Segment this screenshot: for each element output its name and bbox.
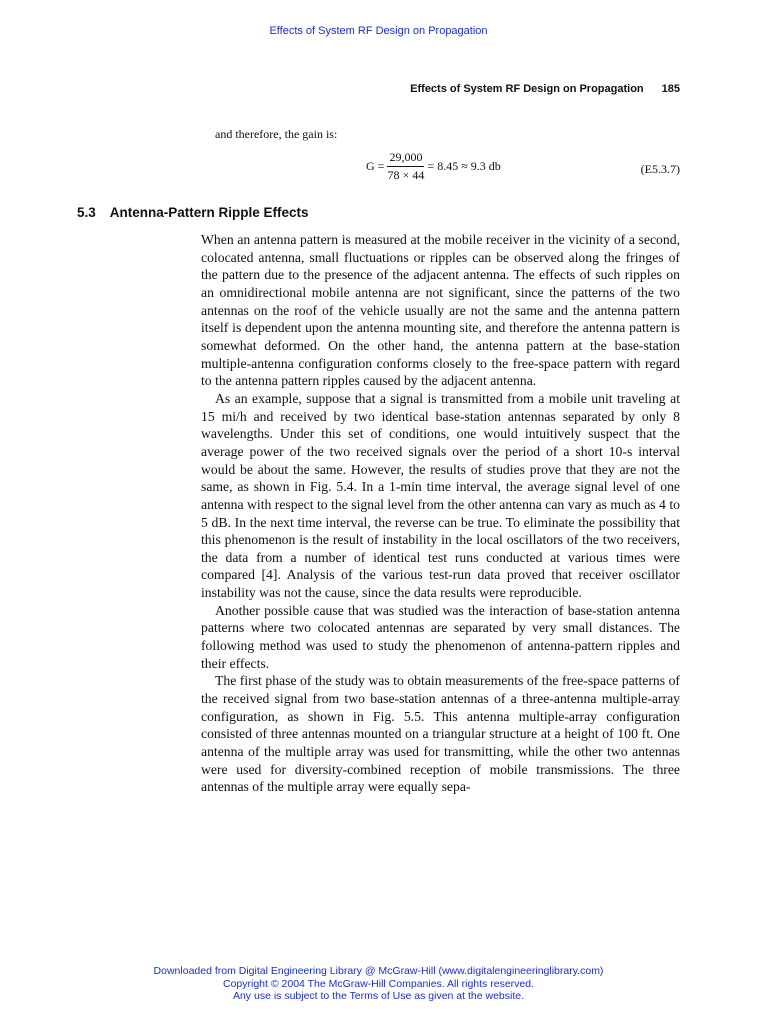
paragraph: When an antenna pattern is measured at the mobile receiver in the vicinity of a second, colocated antenna, small fluctuations or ripples can be observed along the fringes of the pattern due to the presence of the adjacent antenna. The effects of such ripples on an omnidirectional mobile antenna are not significant, since the patterns of the two antennas on the roof of the vehicle usually are not the same and the antenna pattern itself is dependent upon the antenna mounting site, and therefore the antenna pattern is somewhat deformed. On the other hand, the antenna pattern at the base-station multiple-antenna configuration conforms closely to the free-space pattern with regard to the antenna pattern ripples caused by the adjacent antenna.: [201, 232, 680, 389]
equation-lhs: G =: [366, 159, 385, 173]
paragraph: As an example, suppose that a signal is transmitted from a mobile unit traveling at 15 mi/h and received by two identical base-station antennas separated by only 8 wavelengths. Under this set of conditions, one would intuitively suspect that the average power of the two received signals over the period of a short 10-s interval would be about the same. However, the results of studies prove that they are not the same, as shown in Fig. 5.4. In a 1-min time interval, the average signal level of one antenna with respect to the signal level from the other antenna can vary as much as 4 to 5 dB. In the next time interval, the reverse can be true. To eliminate the possibility that this phenomenon is the result of instability in the local oscillators of the two receivers, the data from a number of identical test runs conducted at various times were compared [4]. Analysis of the various test-run data proved that receiver oscillator instability was not the cause, since the data results were reproducible.: [201, 390, 680, 601]
footer-terms-link[interactable]: Any use is subject to the Terms of Use as given at the website.: [232, 990, 525, 1002]
section-number: 5.3: [77, 205, 96, 220]
equation-fraction: [387, 150, 424, 183]
top-title-link[interactable]: Effects of System RF Design on Propagation: [269, 25, 488, 37]
body-text: [201, 231, 680, 796]
running-header: [410, 83, 680, 95]
equation-denominator: 78 × 44: [387, 168, 425, 182]
footer: [0, 965, 757, 1003]
equation-lead-text: and therefore, the gain is:: [215, 127, 338, 141]
equation-rhs: = 8.45 ≈ 9.3 db: [427, 159, 501, 173]
running-title: Effects of System RF Design on Propagation: [410, 83, 644, 95]
paragraph: Another possible cause that was studied was the interaction of base-station antenna patterns where two colocated antennas are separated by very small distances. The following method was used to study the phenomenon of antenna-pattern ripples and their effects.: [201, 602, 680, 671]
section-heading: [77, 205, 309, 220]
gain-equation: [366, 150, 501, 183]
footer-copyright: Copyright © 2004 The McGraw-Hill Companies. All rights reserved.: [223, 977, 534, 990]
section-title: Antenna-Pattern Ripple Effects: [109, 205, 309, 220]
page-number: 185: [661, 83, 680, 95]
footer-download-link[interactable]: Downloaded from Digital Engineering Library @ McGraw-Hill (www.digitalengineeringlibrary.com): [153, 965, 604, 977]
equation-number: (E5.3.7): [640, 162, 680, 176]
equation-numerator: 29,000: [387, 150, 424, 167]
paragraph: The first phase of the study was to obtain measurements of the free-space patterns of the received signal from two base-station antennas of a three-antenna multiple-array configuration, as shown in Fig. 5.5. This antenna multiple-array configuration consisted of three antennas mounted on a triangular structure at a height of 100 ft. One antenna of the multiple array was used for transmitting, while the other two antennas were used for diversity-combined reception of mobile transmissions. The three antennas of the multiple array were equally sepa-: [201, 673, 680, 795]
